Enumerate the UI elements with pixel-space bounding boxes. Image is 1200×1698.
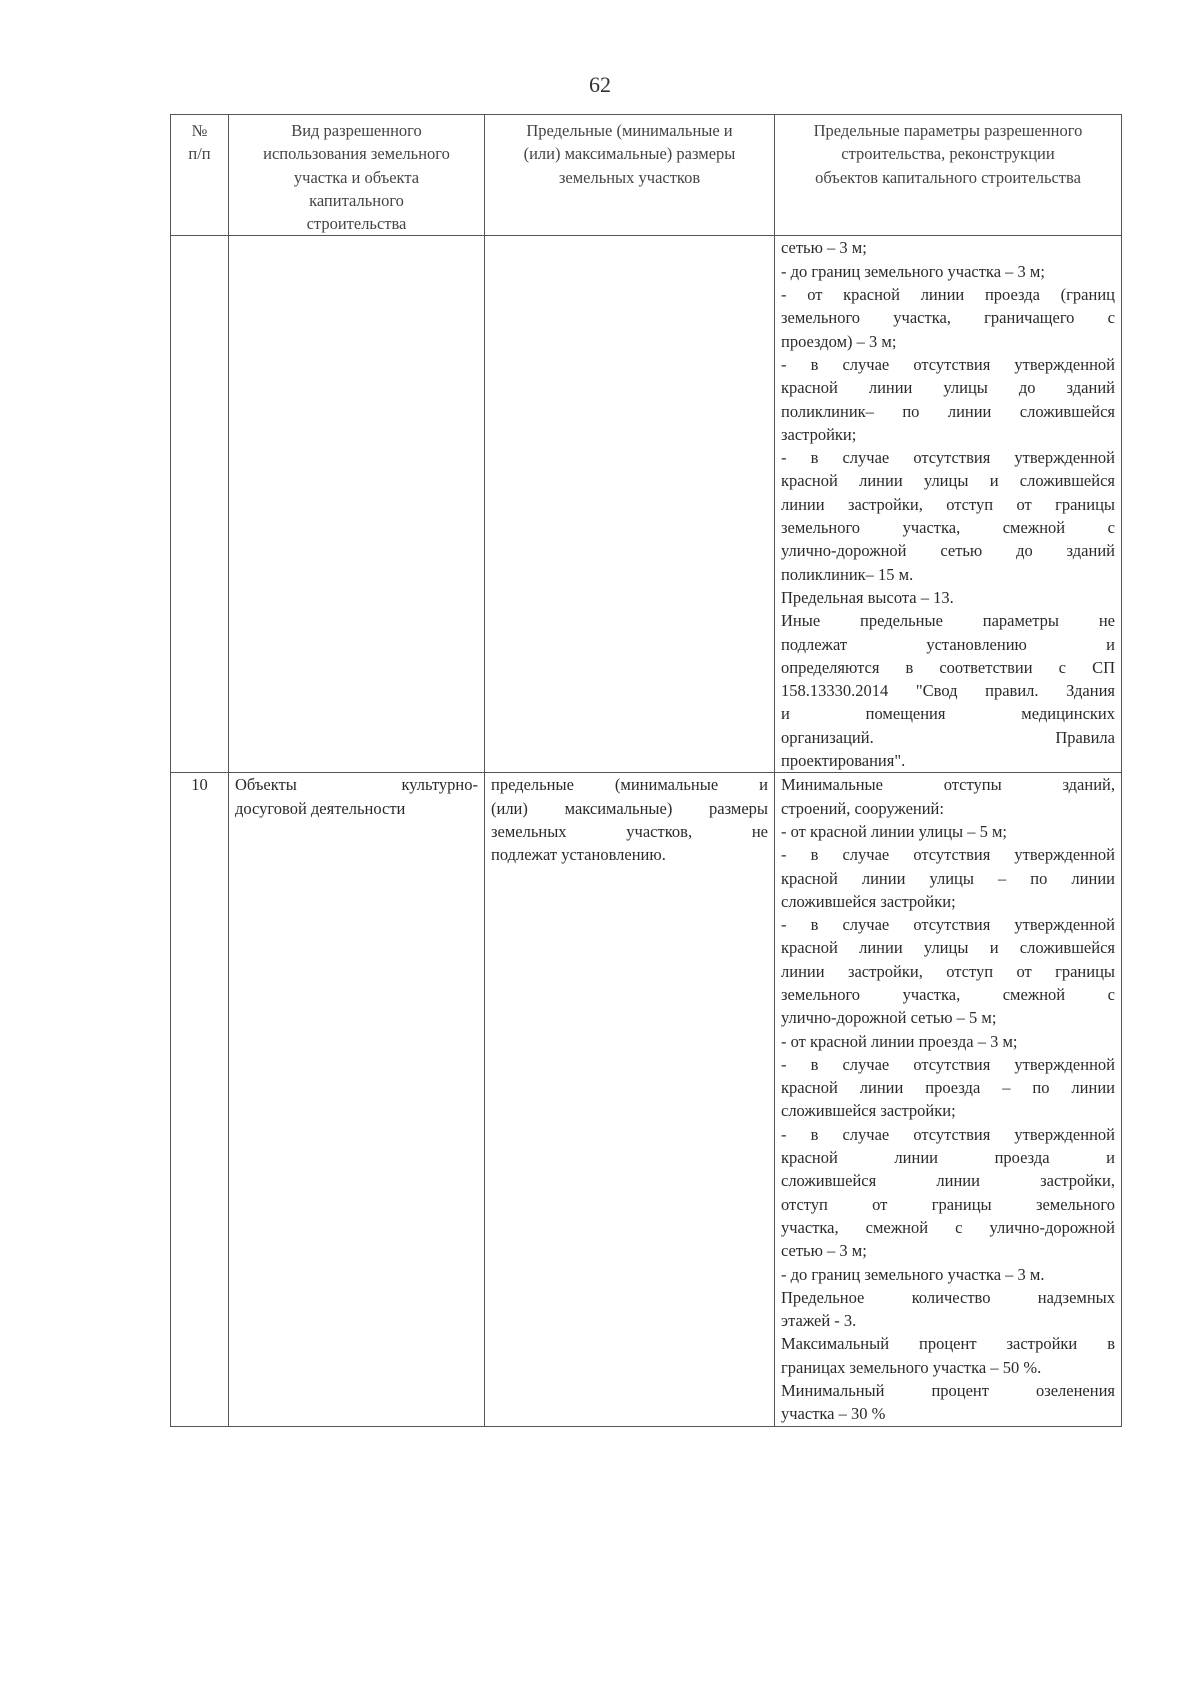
cell-line: линии застройки, отступ от границы xyxy=(781,494,1115,514)
cell-line: (или) максимальные) размеры xyxy=(491,798,768,818)
cell-line: и помещения медицинских xyxy=(781,704,1115,724)
cell-line: земельного участка, смежной с xyxy=(781,984,1115,1004)
cell-line: Предельное количество надземных xyxy=(781,1287,1115,1307)
cell-line: красной линии улицы и сложившейся xyxy=(781,471,1115,491)
cell-line: красной линии улицы – по линии xyxy=(781,868,1115,888)
table-header-row xyxy=(171,115,1122,236)
cell-line: п/п xyxy=(188,144,211,164)
header-use-type xyxy=(229,115,485,236)
cell-line: этажей - 3. xyxy=(781,1311,857,1331)
cell-line: участка и объекта xyxy=(293,167,420,187)
cell-line: отступ от границы земельного xyxy=(781,1194,1115,1214)
cell-line: сложившейся застройки; xyxy=(781,891,956,911)
cell-line: поликлиник– 15 м. xyxy=(781,564,914,584)
cell-line: организаций. Правила xyxy=(781,727,1115,747)
cell-line: строительства xyxy=(306,214,407,234)
cell-line: Вид разрешенного xyxy=(291,121,422,140)
header-num xyxy=(171,115,229,236)
cell-line: поликлиник– по линии сложившейся xyxy=(781,401,1115,421)
cell-line: Минимальные отступы зданий, xyxy=(781,775,1115,795)
cell-line: Минимальный процент озеленения xyxy=(781,1381,1115,1401)
cell-line: земельных участков xyxy=(558,167,701,187)
cell-line: (или) максимальные) размеры xyxy=(523,144,736,164)
cell-line: - в случае отсутствия утвержденной xyxy=(781,1054,1115,1074)
header-params xyxy=(775,115,1122,236)
cell-line: капитального xyxy=(309,190,404,210)
cell-line: земельных участков, не xyxy=(491,821,768,841)
cell-line: Предельные параметры разрешенного xyxy=(813,121,1083,140)
cell-line: - в случае отсутствия утвержденной xyxy=(781,354,1115,374)
cell-line: - в случае отсутствия утвержденной xyxy=(781,448,1115,468)
table-row xyxy=(171,773,1122,1426)
zoning-parameters-table xyxy=(170,114,1122,1427)
cell-line: застройки; xyxy=(781,424,857,444)
params-cell xyxy=(775,236,1122,773)
cell-line: красной линии проезда – по линии xyxy=(781,1078,1115,1098)
row-num-cell xyxy=(171,236,229,773)
cell-line: Объекты культурно- xyxy=(235,775,478,795)
cell-line: проектирования". xyxy=(781,751,906,771)
cell-line: Иные предельные параметры не xyxy=(781,611,1115,631)
cell-line: сложившейся линии застройки, xyxy=(781,1171,1115,1191)
cell-line: объектов капитального строительства xyxy=(815,167,1081,187)
cell-line: - до границ земельного участка – 3 м; xyxy=(781,261,1045,281)
cell-line: досуговой деятельности xyxy=(235,798,406,818)
cell-line: определяются в соответствии с СП xyxy=(781,657,1115,677)
cell-line: - от красной линии проезда (границ xyxy=(781,285,1115,305)
cell-line: - от красной линии улицы – 5 м; xyxy=(781,821,1008,841)
cell-line: строений, сооружений: xyxy=(781,798,944,818)
cell-line: Предельные (минимальные и xyxy=(526,121,733,140)
cell-line: использования земельного xyxy=(263,144,450,164)
row-num-cell: 10 xyxy=(171,773,229,1426)
cell-line: подлежат установлению. xyxy=(491,845,666,865)
cell-line: участка, смежной с улично-дорожной xyxy=(781,1217,1115,1237)
cell-line: красной линии проезда и xyxy=(781,1148,1115,1168)
cell-line: строительства, реконструкции xyxy=(841,144,1055,164)
cell-line: сложившейся застройки; xyxy=(781,1101,956,1121)
cell-line: сетью – 3 м; xyxy=(781,1241,867,1261)
cell-line: границах земельного участка – 50 %. xyxy=(781,1357,1042,1377)
cell-line: № xyxy=(191,121,208,140)
cell-line: подлежат установлению и xyxy=(781,634,1115,654)
cell-line: земельного участка, смежной с xyxy=(781,518,1115,538)
cell-line: предельные (минимальные и xyxy=(491,775,768,795)
cell-line: Максимальный процент застройки в xyxy=(781,1334,1115,1354)
page-number: 62 xyxy=(589,72,611,97)
cell-line: - от красной линии проезда – 3 м; xyxy=(781,1031,1018,1051)
table-row xyxy=(171,236,1122,773)
header-plot-size xyxy=(485,115,775,236)
cell-line: земельного участка, граничащего с xyxy=(781,308,1115,328)
plot-size-cell xyxy=(485,236,775,773)
params-cell xyxy=(775,773,1122,1426)
cell-line: - до границ земельного участка – 3 м. xyxy=(781,1264,1045,1284)
cell-line: красной линии улицы и сложившейся xyxy=(781,938,1115,958)
cell-line: улично-дорожной сетью – 5 м; xyxy=(781,1008,997,1028)
cell-line: улично-дорожной сетью до зданий xyxy=(781,541,1115,561)
cell-line: проездом) – 3 м; xyxy=(781,331,897,351)
cell-line: сетью – 3 м; xyxy=(781,238,867,258)
cell-line: - в случае отсутствия утвержденной xyxy=(781,915,1115,935)
cell-line: 158.13330.2014 "Свод правил. Здания xyxy=(781,681,1115,701)
plot-size-cell xyxy=(485,773,775,1426)
use-type-cell xyxy=(229,773,485,1426)
use-type-cell xyxy=(229,236,485,773)
cell-line: Предельная высота – 13. xyxy=(781,587,954,607)
cell-line: участка – 30 % xyxy=(781,1404,886,1424)
cell-line: - в случае отсутствия утвержденной xyxy=(781,1124,1115,1144)
cell-line: - в случае отсутствия утвержденной xyxy=(781,845,1115,865)
cell-line: линии застройки, отступ от границы xyxy=(781,961,1115,981)
cell-line: красной линии улицы до зданий xyxy=(781,378,1115,398)
